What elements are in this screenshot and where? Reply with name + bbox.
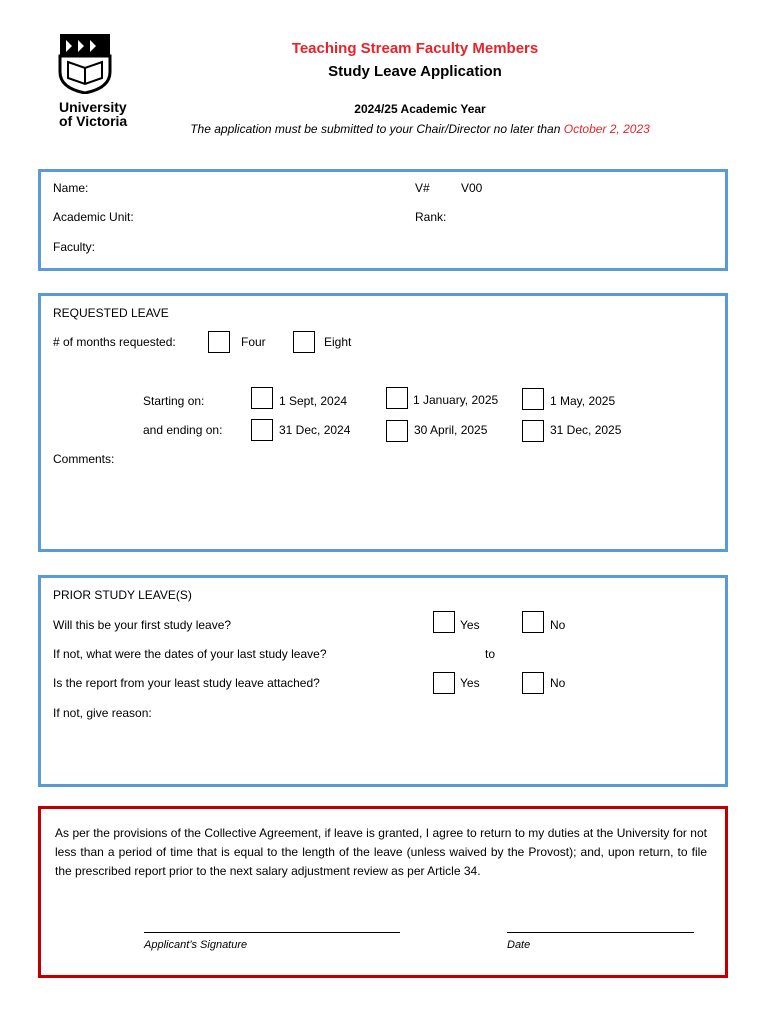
four-months-label: Four <box>241 335 266 349</box>
form-subtitle: Study Leave Application <box>328 63 502 80</box>
v-number-label: V# <box>415 181 430 195</box>
form-title: Teaching Stream Faculty Members <box>291 40 539 57</box>
end-dec-2025-checkbox[interactable] <box>522 420 544 442</box>
start-jan-2025-checkbox[interactable] <box>386 387 408 409</box>
agreement-text: As per the provisions of the Collective Agreement, if leave is granted, I agree to return to my duties at the University for not less than a period of time that is equal to the length of the leave (unless waived by the Provost); and, upon return, to file the prescribed report prior to the next salary adjustment review as per Article 34. <box>55 826 707 878</box>
give-reason-label: If not, give reason: <box>53 706 152 720</box>
university-line-2: of Victoria <box>59 113 128 129</box>
first-leave-no-label: No <box>550 618 566 632</box>
end-dec-2024-label: 31 Dec, 2024 <box>279 423 351 437</box>
requested-leave-section <box>38 293 728 552</box>
deadline-date: October 2, 2023 <box>563 122 650 136</box>
deadline-note <box>150 122 690 136</box>
starting-on-label: Starting on: <box>143 394 205 408</box>
report-no-label: No <box>550 676 566 690</box>
date-line[interactable] <box>507 932 694 933</box>
signature-line[interactable] <box>144 932 400 933</box>
personal-info-section <box>38 169 728 271</box>
ending-on-label: and ending on: <box>143 423 223 437</box>
eight-months-label: Eight <box>324 335 352 349</box>
start-may-2025-checkbox[interactable] <box>522 388 544 410</box>
first-leave-question: Will this be your first study leave? <box>53 618 232 632</box>
prior-leave-heading: PRIOR STUDY LEAVE(S) <box>53 588 192 602</box>
university-name <box>59 100 127 128</box>
four-months-checkbox[interactable] <box>208 331 230 353</box>
report-no-checkbox[interactable] <box>522 672 544 694</box>
report-yes-label: Yes <box>460 676 480 690</box>
academic-unit-label: Academic Unit: <box>53 210 134 224</box>
eight-months-checkbox[interactable] <box>293 331 315 353</box>
first-leave-yes-checkbox[interactable] <box>433 611 455 633</box>
faculty-label: Faculty: <box>53 240 96 254</box>
report-attached-question: Is the report from your least study leave attached? <box>53 676 320 690</box>
university-crest-logo <box>58 32 138 94</box>
start-jan-2025-label: 1 January, 2025 <box>413 393 499 407</box>
v-number-prefix[interactable]: V00 <box>461 181 483 195</box>
end-dec-2024-checkbox[interactable] <box>251 419 273 441</box>
comments-label: Comments: <box>53 452 115 466</box>
end-dec-2025-label: 31 Dec, 2025 <box>550 423 622 437</box>
start-sept-2024-checkbox[interactable] <box>251 387 273 409</box>
first-leave-yes-label: Yes <box>460 618 480 632</box>
end-apr-2025-checkbox[interactable] <box>386 420 408 442</box>
date-label: Date <box>507 939 531 951</box>
report-yes-checkbox[interactable] <box>433 672 455 694</box>
deadline-text: The application must be submitted to your Chair/Director no later than <box>190 122 561 136</box>
end-apr-2025-label: 30 April, 2025 <box>414 423 488 437</box>
rank-label: Rank: <box>415 210 447 224</box>
first-leave-no-checkbox[interactable] <box>522 611 544 633</box>
requested-leave-heading: REQUESTED LEAVE <box>53 306 169 320</box>
signature-label: Applicant’s Signature <box>144 939 248 951</box>
academic-year: 2024/25 Academic Year <box>354 102 486 116</box>
start-may-2025-label: 1 May, 2025 <box>550 394 616 408</box>
last-leave-dates-question: If not, what were the dates of your last study leave? <box>53 647 327 661</box>
name-label: Name: <box>53 181 89 195</box>
start-sept-2024-label: 1 Sept, 2024 <box>279 394 348 408</box>
university-line-1: University <box>59 99 127 115</box>
last-leave-to-label: to <box>485 647 496 661</box>
months-requested-label: # of months requested: <box>53 335 176 349</box>
